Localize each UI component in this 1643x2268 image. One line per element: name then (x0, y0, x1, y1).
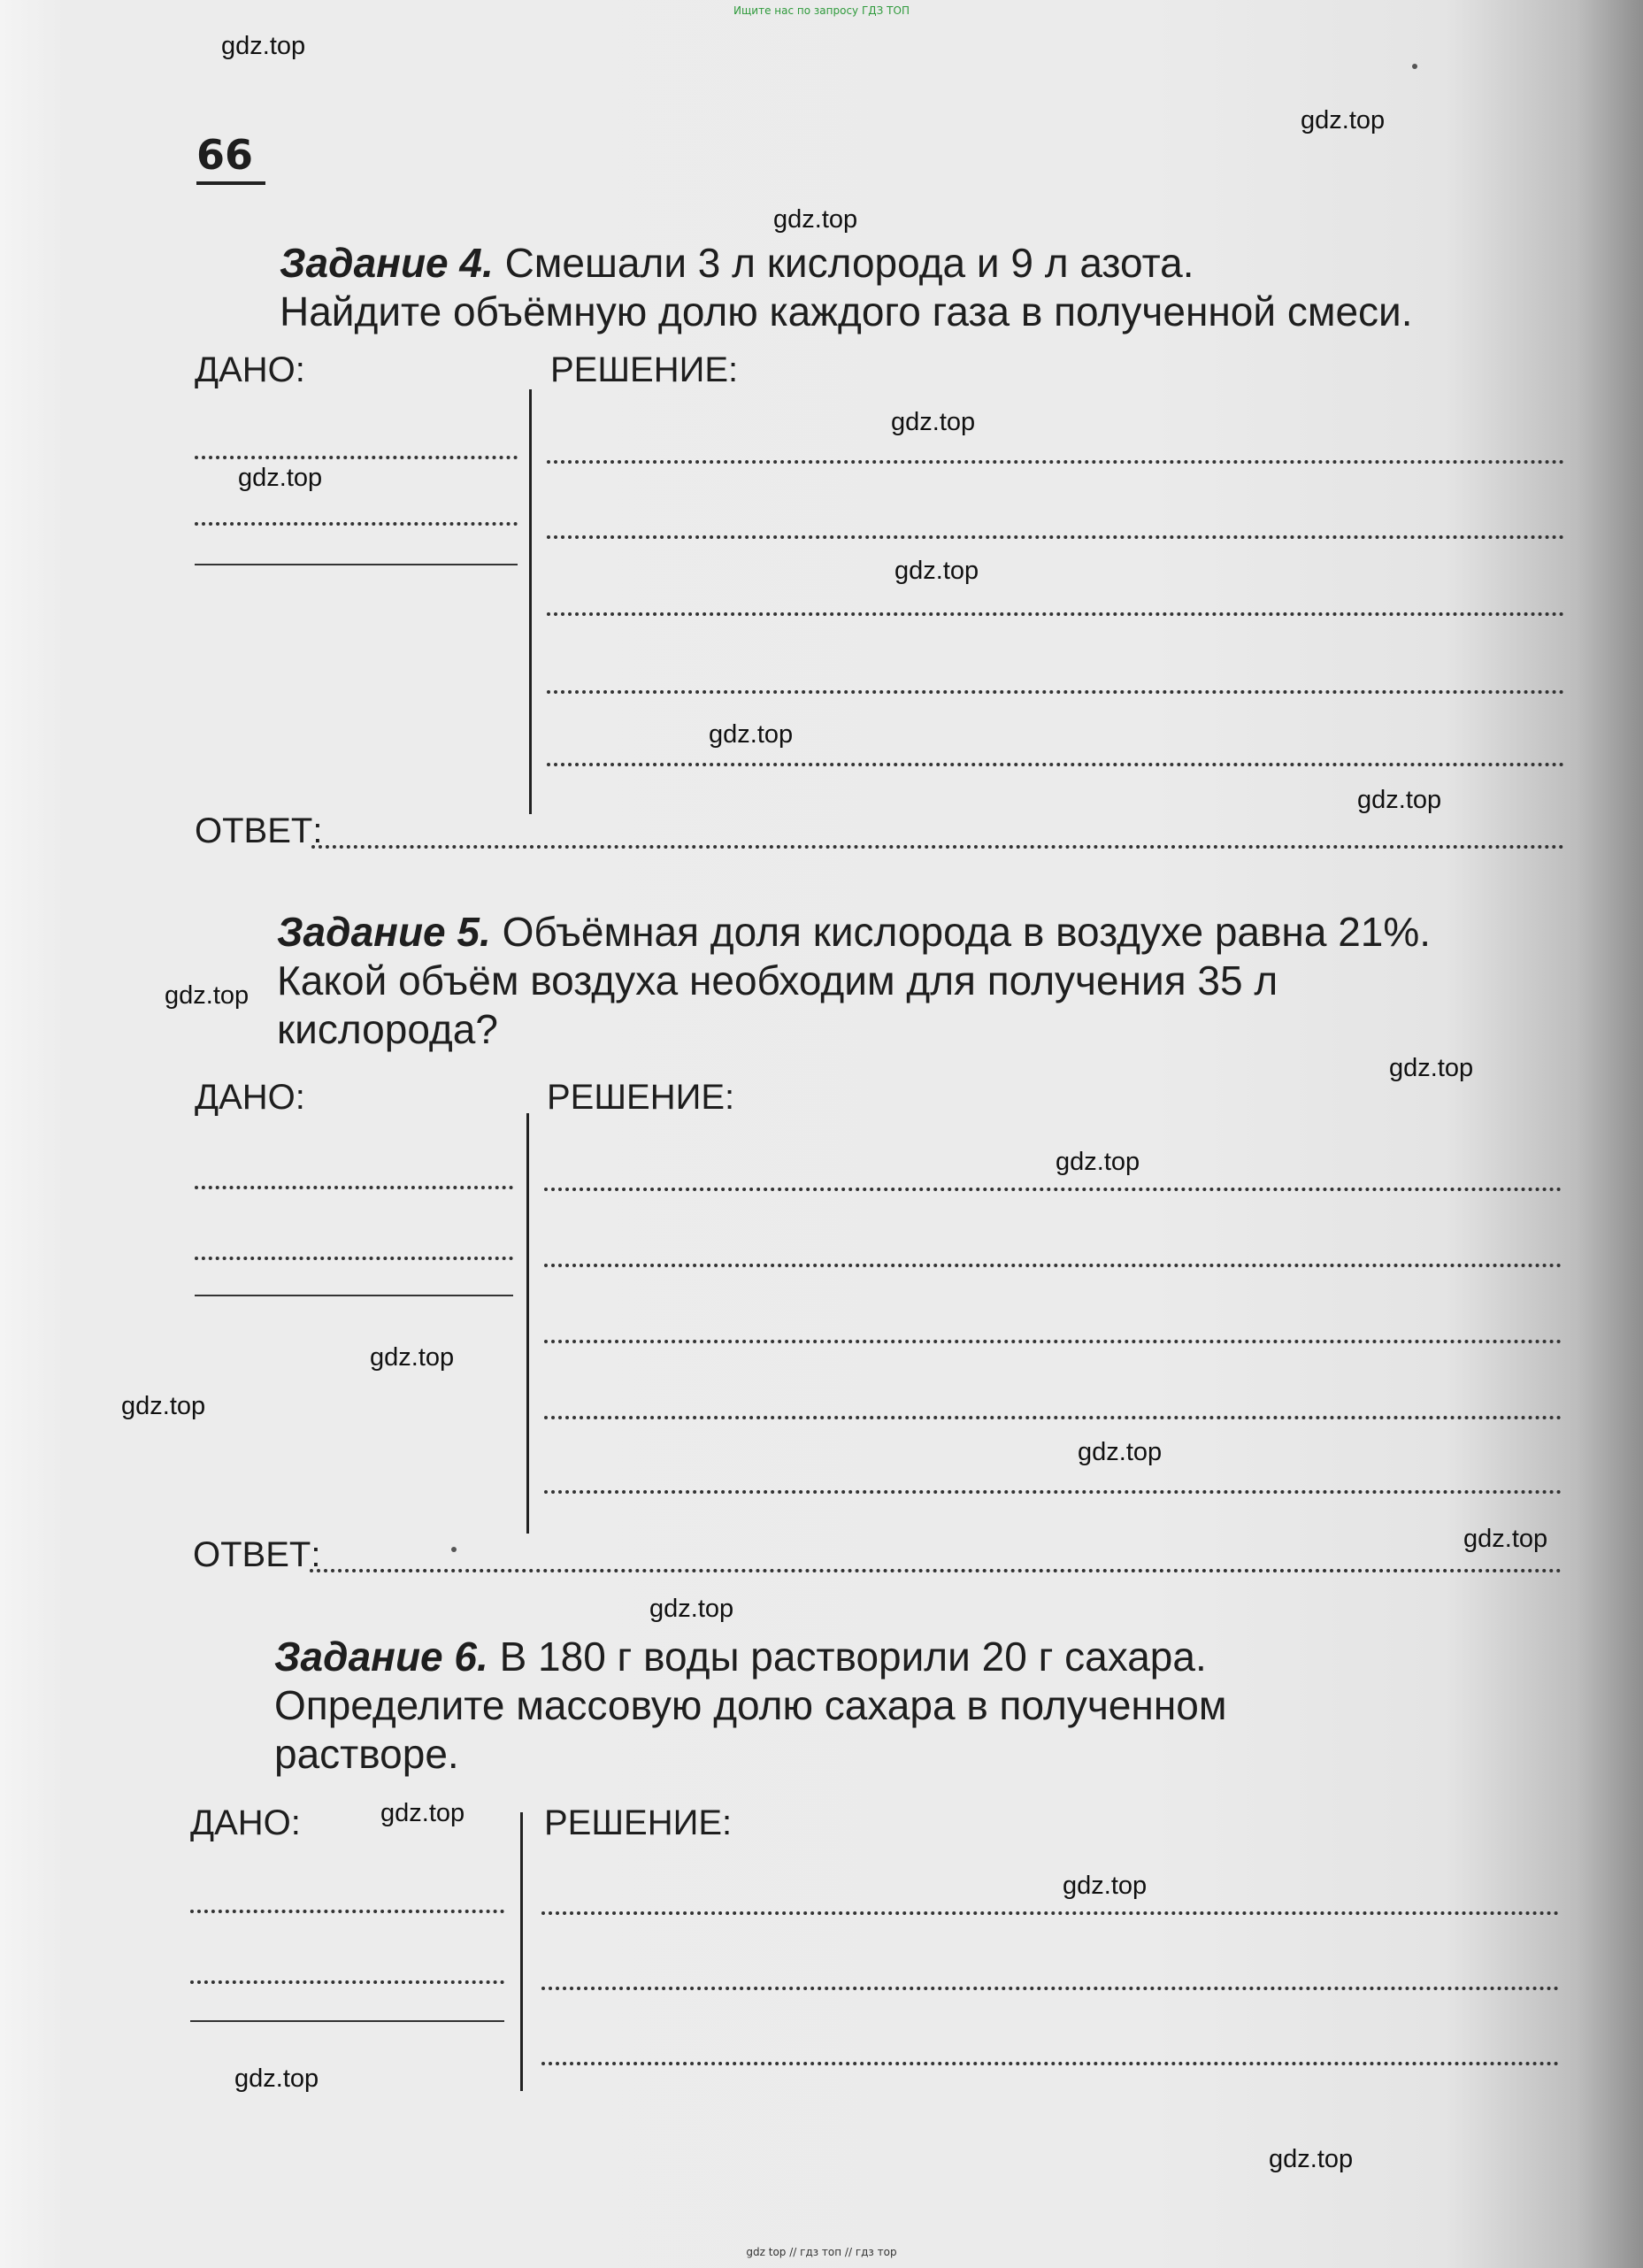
given-line[interactable] (195, 522, 518, 526)
given-line[interactable] (190, 1980, 504, 1984)
watermark: gdz.top (773, 205, 858, 234)
task-5-text (277, 908, 1586, 1054)
given-separator (190, 2020, 504, 2022)
watermark: gdz.top (1389, 1054, 1474, 1082)
solution-line[interactable] (544, 1416, 1562, 1419)
task-6-text (274, 1633, 1584, 1779)
solution-label: РЕШЕНИЕ: (544, 1803, 733, 1842)
page-number: 66 (196, 133, 265, 185)
watermark: gdz.top (221, 32, 306, 60)
task-line: Определите массовую долю сахара в полученном (274, 1682, 1227, 1728)
task-line: кислорода? (277, 1006, 498, 1052)
watermark: gdz.top (165, 981, 250, 1010)
watermark: gdz.top (238, 464, 323, 492)
watermark: gdz.top (1056, 1148, 1140, 1176)
solution-line[interactable] (544, 1264, 1562, 1267)
given-label: ДАНО: (195, 350, 305, 389)
solution-line[interactable] (541, 1987, 1559, 1990)
task-line: Смешали 3 л кислорода и 9 л азота. (504, 240, 1194, 286)
search-banner[interactable]: Ищите нас по запросу ГДЗ ТОП (733, 4, 910, 17)
footer-watermark: gdz top // гдз топ // гдз тор (746, 2246, 897, 2258)
solution-line[interactable] (547, 612, 1564, 616)
watermark: gdz.top (649, 1595, 734, 1623)
solution-line[interactable] (547, 763, 1564, 766)
solution-line[interactable] (547, 535, 1564, 539)
task-line: В 180 г воды растворили 20 г сахара. (499, 1634, 1207, 1680)
solution-line[interactable] (544, 1188, 1562, 1191)
given-line[interactable] (195, 1186, 513, 1189)
watermark: gdz.top (1078, 1438, 1163, 1466)
watermark: gdz.top (1463, 1525, 1548, 1553)
watermark: gdz.top (370, 1343, 455, 1372)
given-label: ДАНО: (195, 1078, 305, 1117)
watermark: gdz.top (234, 2064, 319, 2093)
task-4-text (280, 239, 1589, 336)
answer-label: ОТВЕТ: (195, 811, 323, 850)
given-line[interactable] (195, 456, 518, 459)
answer-line[interactable] (311, 845, 1564, 849)
answer-label: ОТВЕТ: (193, 1535, 321, 1574)
solution-label: РЕШЕНИЕ: (547, 1078, 735, 1117)
solution-line[interactable] (541, 1911, 1559, 1915)
watermark: gdz.top (891, 408, 976, 436)
solution-line[interactable] (544, 1490, 1562, 1494)
scan-speck (1412, 64, 1417, 69)
watermark: gdz.top (121, 1392, 206, 1420)
solution-line[interactable] (547, 690, 1564, 694)
watermark: gdz.top (1357, 786, 1442, 814)
task-title: Задание 6. (274, 1634, 488, 1680)
solution-line[interactable] (547, 460, 1564, 464)
answer-line[interactable] (310, 1569, 1562, 1572)
watermark: gdz.top (709, 720, 794, 749)
solution-line[interactable] (541, 2062, 1559, 2065)
scan-speck (451, 1547, 457, 1552)
task-6-divider (520, 1812, 523, 2091)
watermark: gdz.top (1301, 106, 1386, 135)
given-separator (195, 564, 518, 565)
task-title: Задание 5. (277, 909, 491, 955)
watermark: gdz.top (894, 557, 979, 585)
task-line: Объёмная доля кислорода в воздухе равна 21%. (502, 909, 1432, 955)
given-line[interactable] (195, 1257, 513, 1260)
given-label: ДАНО: (190, 1803, 301, 1842)
solution-line[interactable] (544, 1340, 1562, 1343)
task-title: Задание 4. (280, 240, 494, 286)
task-line: Какой объём воздуха необходим для получения 35 л (277, 957, 1278, 1003)
watermark: gdz.top (380, 1799, 465, 1827)
watermark: gdz.top (1063, 1872, 1148, 1900)
given-line[interactable] (190, 1910, 504, 1913)
watermark: gdz.top (1269, 2145, 1354, 2173)
given-separator (195, 1295, 513, 1296)
task-5-divider (526, 1113, 529, 1534)
task-4-divider (529, 389, 532, 814)
solution-label: РЕШЕНИЕ: (550, 350, 739, 389)
task-line: Найдите объёмную долю каждого газа в полученной смеси. (280, 288, 1413, 334)
task-line: растворе. (274, 1731, 459, 1777)
